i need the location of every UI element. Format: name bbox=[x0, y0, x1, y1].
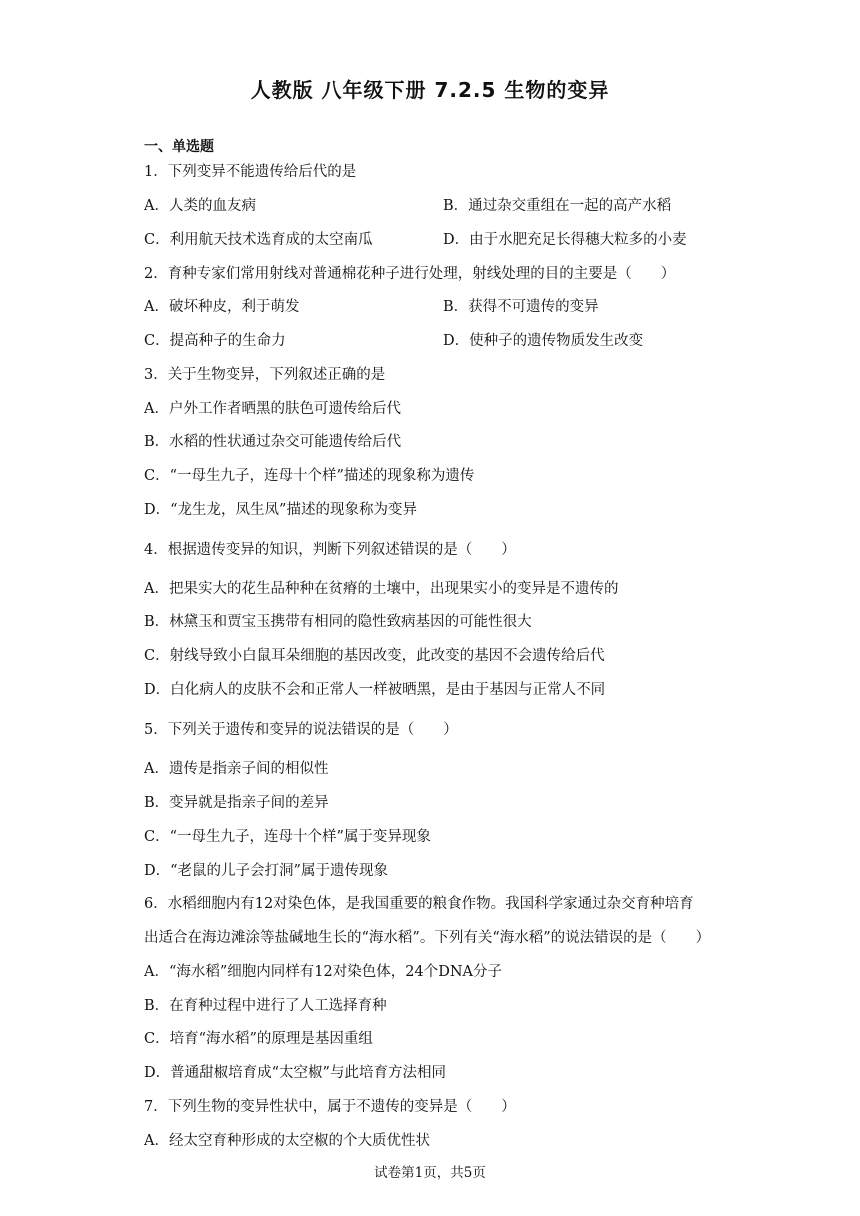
question-6-option-c: C．培育“海水稻”的原理是基因重组 bbox=[144, 1031, 373, 1047]
question-6-option-b: B．在育种过程中进行了人工选择育种 bbox=[144, 998, 387, 1014]
question-5-option-d: D．“老鼠的儿子会打洞”属于遗传现象 bbox=[144, 863, 388, 879]
question-3-option-c: C．“一母生九子，连母十个样”描述的现象称为遗传 bbox=[144, 468, 475, 484]
question-6-stem-line-2: 出适合在海边滩涂等盐碱地生长的“海水稻”。下列有关“海水稻”的说法错误的是（ ） bbox=[144, 930, 711, 946]
question-2-stem: 2．育种专家们常用射线对普通棉花种子进行处理，射线处理的目的主要是（ ） bbox=[144, 266, 676, 282]
question-4-stem: 4．根据遗传变异的知识，判断下列叙述错误的是（ ） bbox=[144, 542, 516, 558]
question-3-option-d: D．“龙生龙，凤生凤”描述的现象称为变异 bbox=[144, 502, 417, 518]
question-7-stem: 7．下列生物的变异性状中，属于不遗传的变异是（ ） bbox=[144, 1099, 516, 1115]
question-5-option-c: C．“一母生九子，连母十个样”属于变异现象 bbox=[144, 829, 431, 845]
question-3-option-b: B．水稻的性状通过杂交可能遗传给后代 bbox=[144, 434, 402, 450]
question-2-option-b: B．获得不可遗传的变异 bbox=[443, 299, 599, 315]
page-footer: 试卷第1页，共5页 bbox=[374, 1165, 486, 1181]
question-1-option-c: C．利用航天技术选育成的太空南瓜 bbox=[144, 232, 373, 248]
question-6-stem-line-1: 6．水稻细胞内有12对染色体，是我国重要的粮食作物。我国科学家通过杂交育种培育 bbox=[144, 896, 694, 912]
question-4-option-a: A．把果实大的花生品种种在贫瘠的土壤中，出现果实小的变异是不遗传的 bbox=[144, 581, 619, 597]
question-5-option-b: B．变异就是指亲子间的差异 bbox=[144, 795, 329, 811]
document-title: 人教版 八年级下册 7.2.5 生物的变异 bbox=[250, 78, 610, 102]
question-5-option-a: A．遗传是指亲子间的相似性 bbox=[144, 761, 329, 777]
question-4-option-d: D．白化病人的皮肤不会和正常人一样被晒黑，是由于基因与正常人不同 bbox=[144, 682, 606, 698]
question-6-option-d: D．普通甜椒培育成“太空椒”与此培育方法相同 bbox=[144, 1065, 446, 1081]
question-2-option-c: C．提高种子的生命力 bbox=[144, 333, 286, 349]
question-1-stem: 1．下列变异不能遗传给后代的是 bbox=[144, 164, 357, 180]
question-4-option-c: C．射线导致小白鼠耳朵细胞的基因改变，此改变的基因不会遗传给后代 bbox=[144, 648, 605, 664]
question-2-option-d: D．使种子的遗传物质发生改变 bbox=[443, 333, 644, 349]
question-6-option-a: A．“海水稻”细胞内同样有12对染色体，24个DNA分子 bbox=[144, 964, 502, 980]
question-1-option-d: D．由于水肥充足长得穗大粒多的小麦 bbox=[443, 232, 687, 248]
question-1-option-a: A．人类的血友病 bbox=[144, 198, 256, 214]
question-3-option-a: A．户外工作者晒黑的肤色可遗传给后代 bbox=[144, 401, 401, 417]
section-heading: 一、单选题 bbox=[144, 139, 214, 155]
question-5-stem: 5．下列关于遗传和变异的说法错误的是（ ） bbox=[144, 722, 458, 738]
question-7-option-a: A．经太空育种形成的太空椒的个大质优性状 bbox=[144, 1133, 430, 1149]
question-4-option-b: B．林黛玉和贾宝玉携带有相同的隐性致病基因的可能性很大 bbox=[144, 614, 532, 630]
question-1-option-b: B．通过杂交重组在一起的高产水稻 bbox=[443, 198, 672, 214]
question-2-option-a: A．破坏种皮，利于萌发 bbox=[144, 299, 300, 315]
question-3-stem: 3．关于生物变异，下列叙述正确的是 bbox=[144, 367, 386, 383]
